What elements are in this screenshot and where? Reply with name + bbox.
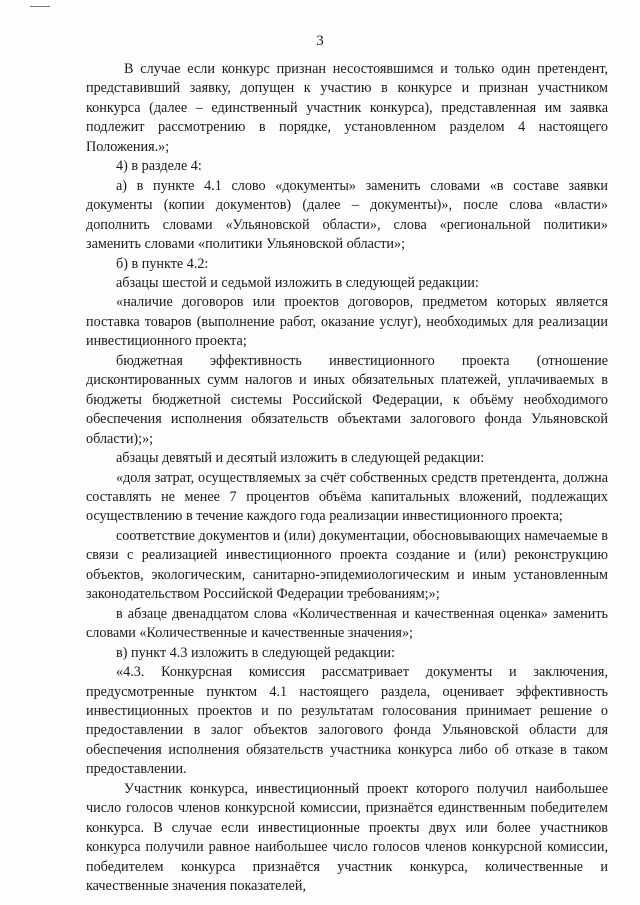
paragraph: «доля затрат, осуществляемых за счёт собственных средств претендента, должна составлять не менее 7 процентов объёма капитальных вложений, подлежащих осуществлению в течение каждого года реализации инвестиционного проекта;	[86, 469, 608, 525]
document-body	[86, 60, 608, 896]
paragraph: бюджетная эффективность инвестиционного проекта (отношение дисконтированных сумм налогов и иных обязательных платежей, уплачиваемых в бюджеты бюджетной системы Российской Федерации, к объёму необходимого обеспечения исполнения обязательств объектами залогового фонда Ульяновской области);»;	[86, 352, 608, 447]
paragraph: абзацы девятый и десятый изложить в следующей редакции:	[116, 450, 485, 467]
paragraph: Участник конкурса, инвестиционный проект которого получил наибольшее число голосов членов конкурсной комиссии, признаётся единственным победителем конкурса. В случае если инвестиционные проекты двух или более участников конкурса получили равное наибольшее число голосов членов конкурсной комиссии, победителем конкурса признаётся участник конкурса, количественные и качественные значения показателей,	[86, 780, 608, 895]
paragraph: 4) в разделе 4:	[116, 158, 202, 175]
paragraph: а) в пункте 4.1 слово «документы» заменить словами «в составе заявки документы (копии документов) (далее – документы)», после слова «власти» дополнить словами «Ульяновской области», слова «региональной политики» заменить словами «политики Ульяновской области»;	[86, 177, 608, 253]
paragraph: соответствие документов и (или) документации, обосновывающих намечаемые в связи с реализацией инвестиционного проекта создание и (или) реконструкцию объектов, экологическим, санитарно-эпидемиологическим и иным установленным законодательством Российской Федерации требованиям;»;	[86, 527, 608, 603]
paragraph: «наличие договоров или проектов договоров, предметом которых является поставка товаров (выполнение работ, оказание услуг), необходимых для реализации инвестиционного проекта;	[86, 294, 608, 350]
paragraph: «4.3. Конкурсная комиссия рассматривает документы и заключения, предусмотренные пунктом 4.1 настоящего раздела, оценивает эффективность инвестиционных проектов и по результатам голосования принимает решение о предоставлении в залог объектов залогового фонда Ульяновской области для обеспечения исполнения обязательств участника конкурса либо об отказе в таком предоставлении.	[86, 664, 608, 778]
paragraph: в) пункт 4.3 изложить в следующей редакции:	[116, 644, 395, 661]
page-number: 3	[316, 33, 324, 49]
paragraph: В случае если конкурс признан несостоявшимся и только один претендент, представивший заявку, допущен к участию в конкурсе и признан участником конкурса (далее – единственный участник конкурса), представленная им заявка подлежит рассмотрению в порядке, установленном разделом 4 настоящего Положения.»;	[86, 61, 608, 155]
paragraph: в абзаце двенадцатом слова «Количественная и качественная оценка» заменить словами «Количественные и качественные значения»;	[86, 605, 608, 642]
paragraph: абзацы шестой и седьмой изложить в следующей редакции:	[116, 274, 479, 291]
scan-mark	[30, 6, 50, 7]
paragraph: б) в пункте 4.2:	[116, 255, 209, 272]
